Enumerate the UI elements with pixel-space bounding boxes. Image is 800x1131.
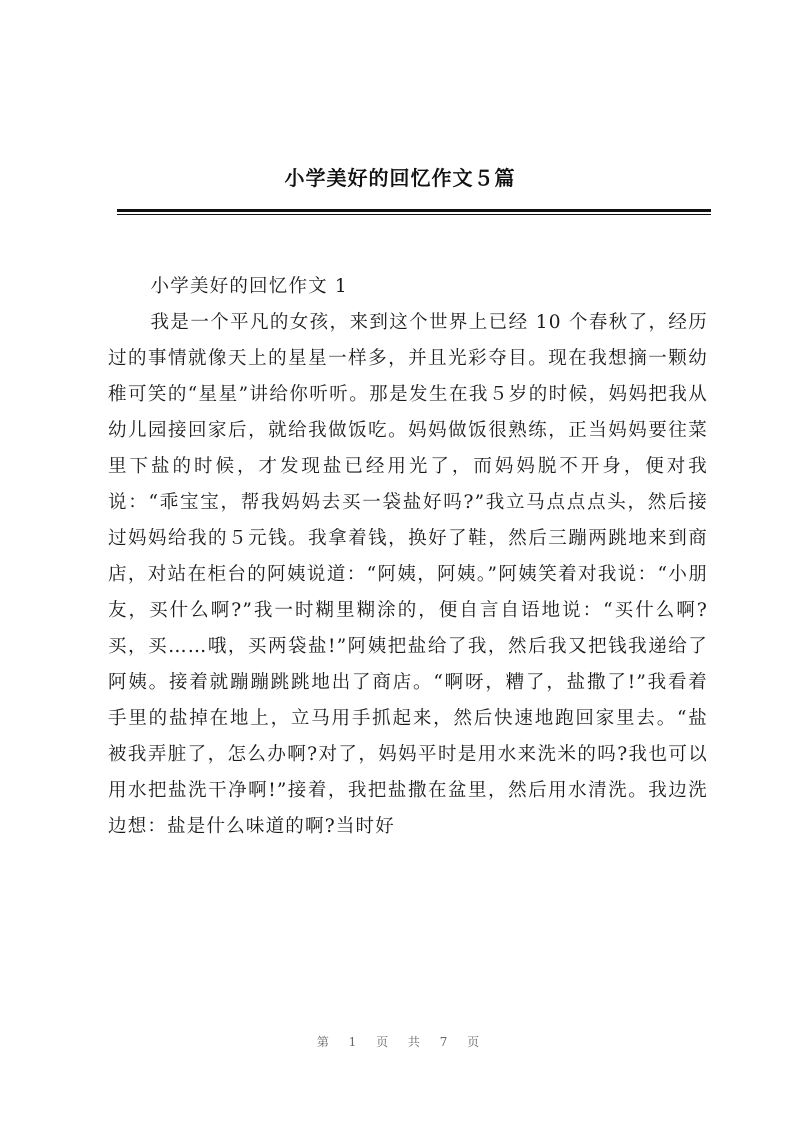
body-paragraph: 我是一个平凡的女孩，来到这个世界上已经 10 个春秋了，经历过的事情就像天上的星星一样多，并且光彩夺目。现在我想摘一颗幼稚可笑的“星星”讲给你听听。那是发生在我５岁的时候，妈妈把我从幼儿园接回家后，就给我做饭吃。妈妈做饭很熟练，正当妈妈要往菜里下盐的时候，才发现盐已经用光了，而妈妈脱不开身，便对我说：“乖宝宝，帮我妈妈去买一袋盐好吗?”我立马点点点头，然后接过妈妈给我的５元钱。我拿着钱，换好了鞋，然后三蹦两跳地来到商店，对站在柜台的阿姨说道：“阿姨，阿姨。”阿姨笑着对我说：“小朋友，买什么啊?”我一时糊里糊涂的，便自言自语地说：“买什么啊?买，买……哦，买两袋盐!”阿姨把盐给了我，然后我又把钱我递给了阿姨。接着就蹦蹦跳跳地出了商店。“啊呀，糟了，盐撒了!”我看着手里的盐掉在地上，立马用手抓起来，然后快速地跑回家里去。“盐被我弄脏了，怎么办啊?对了，妈妈平时是用水来洗米的吗?我也可以用水把盐洗干净啊!”接着，我把盐撒在盆里，然后用水清洗。我边洗边想：盐是什么味道的啊?当时好 — [108, 312, 708, 837]
section-heading: 小学美好的回忆作文 1 — [150, 276, 348, 297]
page-footer: 第 1 页 共 7 页 — [316, 1035, 484, 1049]
title-divider-thin — [117, 214, 711, 215]
document-title: 小学美好的回忆作文５篇 — [284, 166, 516, 190]
title-divider-thick — [117, 209, 711, 212]
document-body — [108, 269, 708, 845]
